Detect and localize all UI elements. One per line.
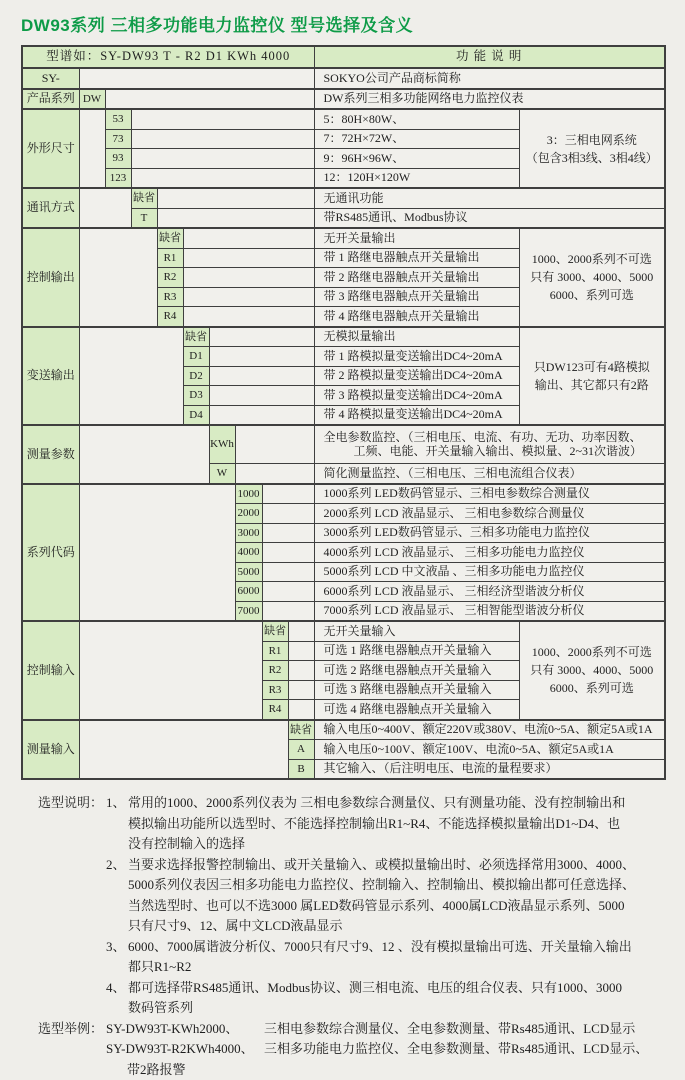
- code-cell-4000: 4000: [235, 543, 262, 563]
- note-text-line: 模拟输出功能所以选型时、不能选择控制输出R1~R4、不能选择模拟量输出D1~D4、也: [128, 814, 625, 835]
- note-line: （包含3相3线、3相4线）: [520, 149, 665, 167]
- example-line-2: [106, 1039, 648, 1060]
- spacer-cell: [79, 484, 235, 622]
- func-series-1000: 1000系列 LED数码管显示、三相电参数综合测量仪: [314, 484, 665, 504]
- func-co-default: 无开关量输出: [314, 228, 519, 248]
- func-w: 简化测量监控、（三相电压、三相电流组合仪表）: [314, 464, 665, 484]
- note-item-text: [128, 855, 635, 937]
- code-cell-ci-r2: R2: [262, 661, 288, 681]
- model-spec-table: [21, 45, 666, 780]
- func-series-5000: 5000系列 LCD 中文液晶 、三相多功能电力监控仪: [314, 562, 665, 582]
- header-model-spectrum: 型谱如：SY-DW93 T - R2 D1 KWh 4000: [22, 46, 314, 68]
- spacer-cell: [262, 562, 314, 582]
- spacer-cell: [183, 287, 314, 307]
- func-ci-r4: 可选 4 路继电器触点开关量输入: [314, 700, 519, 720]
- spacer-cell: [79, 188, 131, 228]
- func-kwh: [314, 425, 665, 464]
- code-cell-53: 53: [105, 109, 131, 129]
- code-cell-73: 73: [105, 129, 131, 149]
- func-co-r1: 带 1 路继电器触点开关量输出: [314, 248, 519, 268]
- example-line-3: 带2路报警: [106, 1060, 648, 1080]
- table-row: [22, 188, 665, 208]
- examples-label: 选型举例：: [38, 1019, 106, 1040]
- section-label-control-output: 控制输出: [22, 228, 79, 327]
- note-text-line: 只有尺寸9、12、属中文LCD液晶显示: [128, 916, 635, 937]
- note-line: 6000、系列可选: [520, 679, 665, 697]
- func-ci-default: 无开关量输入: [314, 621, 519, 641]
- spacer-cell: [209, 405, 314, 425]
- spacer-cell: [183, 248, 314, 268]
- code-cell-3000: 3000: [235, 523, 262, 543]
- note-item-number: 3、: [106, 937, 128, 958]
- note-text-line: 当要求选择报警控制输出、或开关量输入、或模拟量输出时、必须选择常用3000、4000、: [128, 855, 635, 876]
- spacer-cell: [131, 168, 314, 188]
- example-desc-1: 三相电参数综合测量仪、全电参数测量、带Rs485通讯、LCD显示: [264, 1021, 635, 1036]
- code-cell-mi-default: 缺省: [288, 720, 314, 740]
- spacer-cell: [209, 347, 314, 367]
- note-line: 1000、2000系列不可选: [520, 250, 665, 268]
- code-cell-mi-a: A: [288, 740, 314, 760]
- note-item-2: [106, 855, 635, 937]
- section-label-control-input: 控制输入: [22, 621, 79, 720]
- table-row: [22, 68, 665, 89]
- func-ci-r3: 可选 3 路继电器触点开关量输入: [314, 680, 519, 700]
- table-row: [22, 720, 665, 740]
- section-label-product-series: 产品系列: [22, 89, 79, 110]
- spacer-cell: [209, 327, 314, 347]
- table-row: [22, 46, 665, 68]
- table-row: [22, 425, 665, 464]
- func-mi-default: 输入电压0~400V、额定220V或380V、电流0~5A、额定5A或1A: [314, 720, 665, 740]
- spacer-cell: [79, 327, 183, 426]
- spacer-cell: [262, 504, 314, 524]
- selection-notes: [38, 793, 685, 1080]
- note-control-input: [519, 621, 665, 720]
- func-co-r3: 带 3 路继电器触点开关量输出: [314, 287, 519, 307]
- spacer-cell: [157, 188, 314, 208]
- func-ci-r2: 可选 2 路继电器触点开关量输入: [314, 661, 519, 681]
- note-line: 1000、2000系列不可选: [520, 643, 665, 661]
- code-cell-d2: D2: [183, 366, 209, 386]
- spacer-cell: [79, 109, 105, 188]
- note-item-4: [106, 978, 635, 1019]
- note-item-number: 1、: [106, 793, 128, 814]
- func-size-73: 7：72H×72W、: [314, 129, 519, 149]
- note-line: 只有 3000、4000、5000: [520, 268, 665, 286]
- example-line-1: [106, 1019, 648, 1040]
- note-line: 3：三相电网系统: [520, 131, 665, 149]
- spacer-cell: [288, 680, 314, 700]
- note-text-line: 都只R1~R2: [128, 957, 632, 978]
- example-model-1: SY-DW93T-KWh2000、: [106, 1019, 264, 1040]
- table-row: [22, 327, 665, 347]
- section-label-dimensions: 外形尺寸: [22, 109, 79, 188]
- code-cell-ci-default: 缺省: [262, 621, 288, 641]
- section-label-measure-input: 测量输入: [22, 720, 79, 780]
- spacer-cell: [79, 621, 262, 720]
- func-size-93: 9：96H×96W、: [314, 149, 519, 169]
- code-cell-6000: 6000: [235, 582, 262, 602]
- code-cell-7000: 7000: [235, 601, 262, 621]
- page-title: DW93系列 三相多功能电力监控仪 型号选择及含义: [0, 0, 685, 36]
- func-co-r4: 带 4 路继电器触点开关量输出: [314, 307, 519, 327]
- spacer-cell: [288, 700, 314, 720]
- code-cell-co-default: 缺省: [157, 228, 183, 248]
- note-analog-output: [519, 327, 665, 426]
- func-d1: 带 1 路模拟量变送输出DC4~20mA: [314, 347, 519, 367]
- func-d4: 带 4 路模拟量变送输出DC4~20mA: [314, 405, 519, 425]
- spacer-cell: [105, 89, 314, 110]
- code-cell-93: 93: [105, 149, 131, 169]
- spacer-cell: [288, 661, 314, 681]
- code-cell-co-r1: R1: [157, 248, 183, 268]
- code-cell-1000: 1000: [235, 484, 262, 504]
- note-item-number: 2、: [106, 855, 128, 876]
- code-cell-2000: 2000: [235, 504, 262, 524]
- note-text-line: 数码管系列: [128, 998, 622, 1019]
- func-d3: 带 3 路模拟量变送输出DC4~20mA: [314, 386, 519, 406]
- section-label-communication: 通讯方式: [22, 188, 79, 228]
- note-line: 6000、系列可选: [520, 286, 665, 304]
- func-series-3000: 3000系列 LED数码管显示、三相多功能电力监控仪: [314, 523, 665, 543]
- spacer-cell: [131, 129, 314, 149]
- code-cell-w: W: [209, 464, 235, 484]
- spacer-cell: [183, 307, 314, 327]
- spacer-cell: [79, 68, 314, 89]
- note-dimensions: [519, 109, 665, 188]
- table-row: [22, 228, 665, 248]
- spacer-cell: [79, 720, 288, 780]
- spacer-cell: [157, 208, 314, 228]
- spacer-cell: [288, 641, 314, 661]
- func-series-7000: 7000系列 LCD 液晶显示、 三相智能型谐波分析仪: [314, 601, 665, 621]
- spacer-cell: [209, 386, 314, 406]
- func-ao-default: 无模拟量输出: [314, 327, 519, 347]
- selection-examples: [38, 1019, 685, 1080]
- code-cell-d4: D4: [183, 405, 209, 425]
- func-comm-t: 带RS485通讯、Modbus协议: [314, 208, 665, 228]
- func-d2: 带 2 路模拟量变送输出DC4~20mA: [314, 366, 519, 386]
- table-row: [22, 89, 665, 110]
- note-text-line: 都可选择带RS485通讯、Modbus协议、测三相电流、电压的组合仪表、只有1000、3000: [128, 978, 622, 999]
- note-item-number: 4、: [106, 978, 128, 999]
- func-series-6000: 6000系列 LCD 液晶显示、 三相经济型谐波分析仪: [314, 582, 665, 602]
- section-label-series-code: 系列代码: [22, 484, 79, 622]
- header-function-desc: 功 能 说 明: [314, 46, 665, 68]
- note-text-line: 当然选型时、也可以不选3000 属LED数码管显示系列、4000属LCD液晶显示系列、5000: [128, 896, 635, 917]
- func-comm-default: 无通讯功能: [314, 188, 665, 208]
- spacer-cell: [262, 523, 314, 543]
- func-kwh-line1: 全电参数监控、（三相电压、电流、有功、无功、功率因数、: [324, 431, 665, 444]
- code-cell-mi-b: B: [288, 759, 314, 779]
- code-cell-co-r3: R3: [157, 287, 183, 307]
- spacer-cell: [183, 268, 314, 288]
- code-cell-d3: D3: [183, 386, 209, 406]
- spacer-cell: [235, 464, 314, 484]
- code-cell-co-r4: R4: [157, 307, 183, 327]
- note-item-1: [106, 793, 635, 855]
- code-cell-5000: 5000: [235, 562, 262, 582]
- spacer-cell: [131, 109, 314, 129]
- note-item-3: [106, 937, 635, 978]
- func-series-2000: 2000系列 LCD 液晶显示、 三相电参数综合测量仪: [314, 504, 665, 524]
- func-sy-prefix: SOKYO公司产品商标简称: [314, 68, 665, 89]
- note-control-output: [519, 228, 665, 327]
- spacer-cell: [209, 366, 314, 386]
- spacer-cell: [79, 425, 209, 484]
- note-line: 输出、其它都只有2路: [520, 376, 665, 394]
- spacer-cell: [288, 621, 314, 641]
- func-mi-b: 其它输入、（后注明电压、电流的量程要求）: [314, 759, 665, 779]
- func-size-53: 5：80H×80W、: [314, 109, 519, 129]
- spacer-cell: [262, 582, 314, 602]
- func-size-123: 12：120H×120W: [314, 168, 519, 188]
- example-desc-2: 三相多功能电力监控仪、全电参数测量、带Rs485通讯、LCD显示、: [264, 1041, 648, 1056]
- func-kwh-line2: 工频、电能、开关量输入输出、模拟量、2~31次谐波）: [324, 445, 665, 458]
- code-cell-comm-default: 缺省: [131, 188, 157, 208]
- note-text-line: 6000、7000属谐波分析仪、7000只有尺寸9、12 、没有模拟量输出可选、开关量输入输出: [128, 937, 632, 958]
- func-mi-a: 输入电压0~100V、额定100V、电流0~5A、额定5A或1A: [314, 740, 665, 760]
- func-co-r2: 带 2 路继电器触点开关量输出: [314, 268, 519, 288]
- note-line: 只有 3000、4000、5000: [520, 661, 665, 679]
- spacer-cell: [262, 484, 314, 504]
- code-cell-t: T: [131, 208, 157, 228]
- code-cell-d1: D1: [183, 347, 209, 367]
- spacer-cell: [262, 601, 314, 621]
- examples-lines: [106, 1019, 648, 1080]
- table-row: [22, 109, 665, 129]
- spacer-cell: [235, 425, 314, 464]
- code-cell-kwh: KWh: [209, 425, 235, 464]
- spacer-cell: [79, 228, 157, 327]
- func-series-4000: 4000系列 LCD 液晶显示、 三相多功能电力监控仪: [314, 543, 665, 563]
- notes-label: 选型说明：: [38, 793, 106, 814]
- note-item-text: [128, 937, 632, 978]
- code-cell-ci-r4: R4: [262, 700, 288, 720]
- notes-items: [106, 793, 635, 1019]
- code-cell-co-r2: R2: [157, 268, 183, 288]
- code-cell-dw: DW: [79, 89, 105, 110]
- code-cell-ci-r3: R3: [262, 680, 288, 700]
- example-model-2: SY-DW93T-R2KWh4000、: [106, 1039, 264, 1060]
- spacer-cell: [131, 149, 314, 169]
- note-line: 只DW123可有4路模拟: [520, 358, 665, 376]
- spacer-cell: [262, 543, 314, 563]
- func-product-series: DW系列三相多功能网络电力监控仪表: [314, 89, 665, 110]
- section-label-analog-output: 变送输出: [22, 327, 79, 426]
- note-text-line: 没有控制输入的选择: [128, 834, 625, 855]
- section-label-measure-params: 测量参数: [22, 425, 79, 484]
- table-row: [22, 621, 665, 641]
- note-item-text: [128, 793, 625, 855]
- section-label-sy-prefix: SY-: [22, 68, 79, 89]
- code-cell-123: 123: [105, 168, 131, 188]
- func-ci-r1: 可选 1 路继电器触点开关量输入: [314, 641, 519, 661]
- note-text-line: 5000系列仪表因三相多功能电力监控仪、控制输入、控制输出、模拟输出都可任意选择、: [128, 875, 635, 896]
- spacer-cell: [183, 228, 314, 248]
- code-cell-ao-default: 缺省: [183, 327, 209, 347]
- note-item-text: [128, 978, 622, 1019]
- table-row: [22, 484, 665, 504]
- note-text-line: 常用的1000、2000系列仪表为 三相电参数综合测量仪、只有测量功能、没有控制输出和: [128, 793, 625, 814]
- code-cell-ci-r1: R1: [262, 641, 288, 661]
